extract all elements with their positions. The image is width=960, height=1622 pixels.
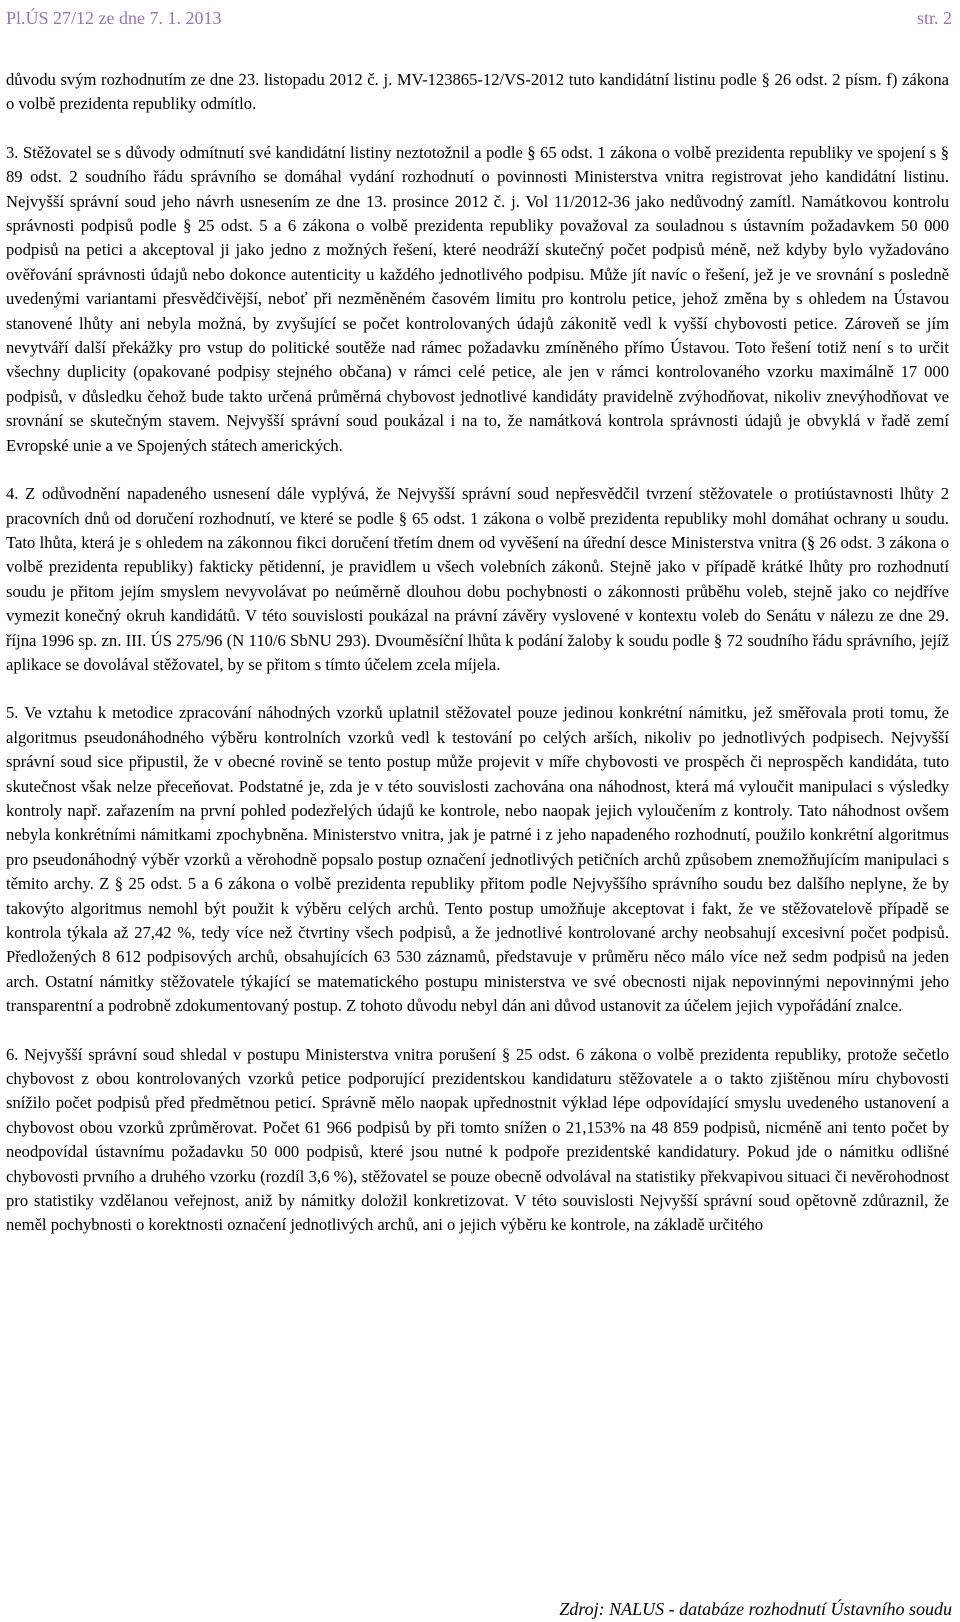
paragraph-continuation: důvodu svým rozhodnutím ze dne 23. listopadu 2012 č. j. MV-123865-12/VS-2012 tuto kandidátní listinu podle § 26 odst. 2 písm. f) zákona o volbě prezidenta republiky odmítlo. xyxy=(6,70,949,114)
document-body xyxy=(6,68,949,1238)
paragraph-6: 6. Nejvyšší správní soud shledal v postupu Ministerstva vnitra porušení § 25 odst. 6 zákona o volbě prezidenta republiky, protože sečetlo chybovost z obou kontrolovaných vzorků petice podporující prezidentskou kandidaturu stěžovatele a o takto zjištěnou míru chybovosti snížilo počet podpisů před předmětnou peticí. Správně mělo naopak upřednostnit výklad lépe odpovídající smyslu uvedeného ustanovení a chybovost obou vzorků zprůměrovat. Počet 61 966 podpisů by při tomto snížen o 21,153% na 48 859 podpisů, nicméně ani tento počet by neodpovídal ústavnímu požadavku 50 000 podpisů, které jsou nutné k podpoře prezidentské kandidatury. Pokud jde o námitku odlišné chybovosti prvního a druhého vzorku (rozdíl 3,6 %), stěžovatel se pouze obecně odvolával na statistiky překvapivou situaci či nevěrohodnost pro statistiky vzdělanou veřejnost, aniž by námitky doložil konkretizovat. V této souvislosti Nejvyšší správní soud opětovně zdůraznil, že neměl pochybnosti o korektnosti označení jednotlivých archů, ani o jejich výběru ke kontrole, na základě určitého xyxy=(6,1044,949,1235)
paragraph-3: 3. Stěžovatel se s důvody odmítnutí své kandidátní listiny neztotožnil a podle § 65 odst. 1 zákona o volbě prezidenta republiky ve spojení s § 89 odst. 2 soudního řádu správního se domáhal vydání rozhodnutí o povinnosti Ministerstva vnitra registrovat jeho kandidátní listinu. Nejvyšší správní soud jeho návrh usnesením ze dne 13. prosince 2012 č. j. Vol 11/2012-36 jako nedůvodný zamítl. Namátkovou kontrolu správnosti podpisů podle § 25 odst. 5 a 6 zákona o volbě prezidenta republiky považoval za souladnou s ústavním požadavkem 50 000 podpisů na petici a akceptoval ji jako jedno z možných řešení, které neodráží skutečný počet podpisů méně, než kdyby bylo vyžadováno ověřování správnosti údajů nebo dokonce autenticity u každého jednotlivého podpisu. Může jít navíc o řešení, jež je ve srovnání s posledně uvedenými variantami přesvědčivější, neboť při nezměněném časovém limitu pro kontrolu petice, jehož změna by s ohledem na Ústavou stanovené lhůty ani nebyla možná, by zvyšující se počet kontrolovaných údajů zákonitě vedl k vyšší chybovosti petice. Zároveň se jím nevytváří další překážky pro vstup do politické soutěže nad rámec požadavku zmíněného přímo Ústavou. Toto řešení totiž není s to určit všechny duplicity (opakované podpisy stejného občana) v rámci celé petice, ale jen v rámci kontrolovaného vzorku maximálně 17 000 podpisů, v důsledku čehož bude takto určená průměrná chybovost jednotlivé kandidáty pravidelně zvýhodňovat, nikoliv znevýhodňovat ve srovnání se skutečným stavem. Nejvyšší správní soud poukázal i na to, že namátková kontrola správnosti údajů je obvyklá v řadě zemí Evropské unie a ve Spojených státech amerických. xyxy=(6,142,949,455)
paragraph-5: 5. Ve vztahu k metodice zpracování náhodných vzorků uplatnil stěžovatel pouze jedinou konkrétní námitku, jež směřovala proti tomu, že algoritmus pseudonáhodného výběru kontrolních vzorků vedl k testování po celých arších, nikoliv po jednotlivých podpisech. Nejvyšší správní soud sice připustil, že v obecné rovině se tento postup může projevit v míře chybovosti ve prospěch či neprospěch kandidáta, tuto skutečnost však nelze přeceňovat. Podstatné je, zda je v této souvislosti zachována ona náhodnost, která má vyloučit manipulaci s výsledky kontroly např. zařazením na první pohled podezřelých údajů ke kontrole, nebo naopak jejich vyloučením z kontroly. Tato náhodnost ovšem nebyla konkrétními námitkami zpochybněna. Ministerstvo vnitra, jak je patrné i z jeho napadeného rozhodnutí, použilo konkrétní algoritmus pro pseudonáhodný výběr vzorků a věrohodně popsalo postup označení jednotlivých petičních archů způsobem znemožňujícím manipulaci s těmito archy. Z § 25 odst. 5 a 6 zákona o volbě prezidenta republiky přitom podle Nejvyššího správního soudu bez dalšího neplyne, že by takovýto algoritmus nemohl být použit k výběru celých archů. Tento postup umožňuje akceptovat i fakt, že ve stěžovatelově případě se kontrola týkala až 27,42 %, tedy více než čtvrtiny všech podpisů, a že jednotlivé kontrolované archy neobsahují excesivní počet podpisů. Předložených 8 612 podpisových archů, obsahujících 63 530 záznamů, představuje v průměru něco málo více než sedm podpisů na jeden arch. Ostatní námitky stěžovatele týkající se matematického postupu ministerstva ve své obecnosti nijak nepovinnými nepovinnými jeho transparentní a podrobně zdokumentovaný postup. Z tohoto důvodu nebyl dán ani důvod ustanovit za účelem jejich vypořádání znalce. xyxy=(6,703,949,1016)
case-reference: Pl.ÚS 27/12 ze dne 7. 1. 2013 xyxy=(6,8,222,28)
paragraph-4: 4. Z odůvodnění napadeného usnesení dále vyplývá, že Nejvyšší správní soud nepřesvědčil tvrzení stěžovatele o protiústavnosti lhůty 2 pracovních dnů od doručení rozhodnutí, ve které se podle § 65 odst. 1 zákona o volbě prezidenta republiky mohl domáhat ochrany u soudu. Tato lhůta, která je s ohledem na zákonnou fikci doručení třetím dnem od vyvěšení na úřední desce Ministerstva vnitra (§ 26 odst. 3 zákona o volbě prezidenta republiky) fakticky pětidenní, je pravidlem u všech volebních zákonů. Stejně jako v případě krátké lhůty pro rozhodnutí soudu je přitom jejím smyslem nevyvolávat po neúměrně dlouhou dobu pochybnosti o zákonnosti průběhu voleb, stejně jako co nejdříve vymezit konečný okruh kandidátů. V této souvislosti poukázal na právní závěry vyslovené v kontextu voleb do Senátu v nálezu ze dne 29. října 1996 sp. zn. III. ÚS 275/96 (N 110/6 SbNU 293). Dvouměsíční lhůta k podání žaloby k soudu podle § 72 soudního řádu správního, jejíž aplikace se dovolával stěžovatel, by se přitom s tímto účelem zcela míjela. xyxy=(6,484,949,674)
source-footer: Zdroj: NALUS - databáze rozhodnutí Ústavního soudu xyxy=(559,1599,952,1619)
page-header xyxy=(6,6,952,30)
page-number: str. 2 xyxy=(916,8,952,28)
